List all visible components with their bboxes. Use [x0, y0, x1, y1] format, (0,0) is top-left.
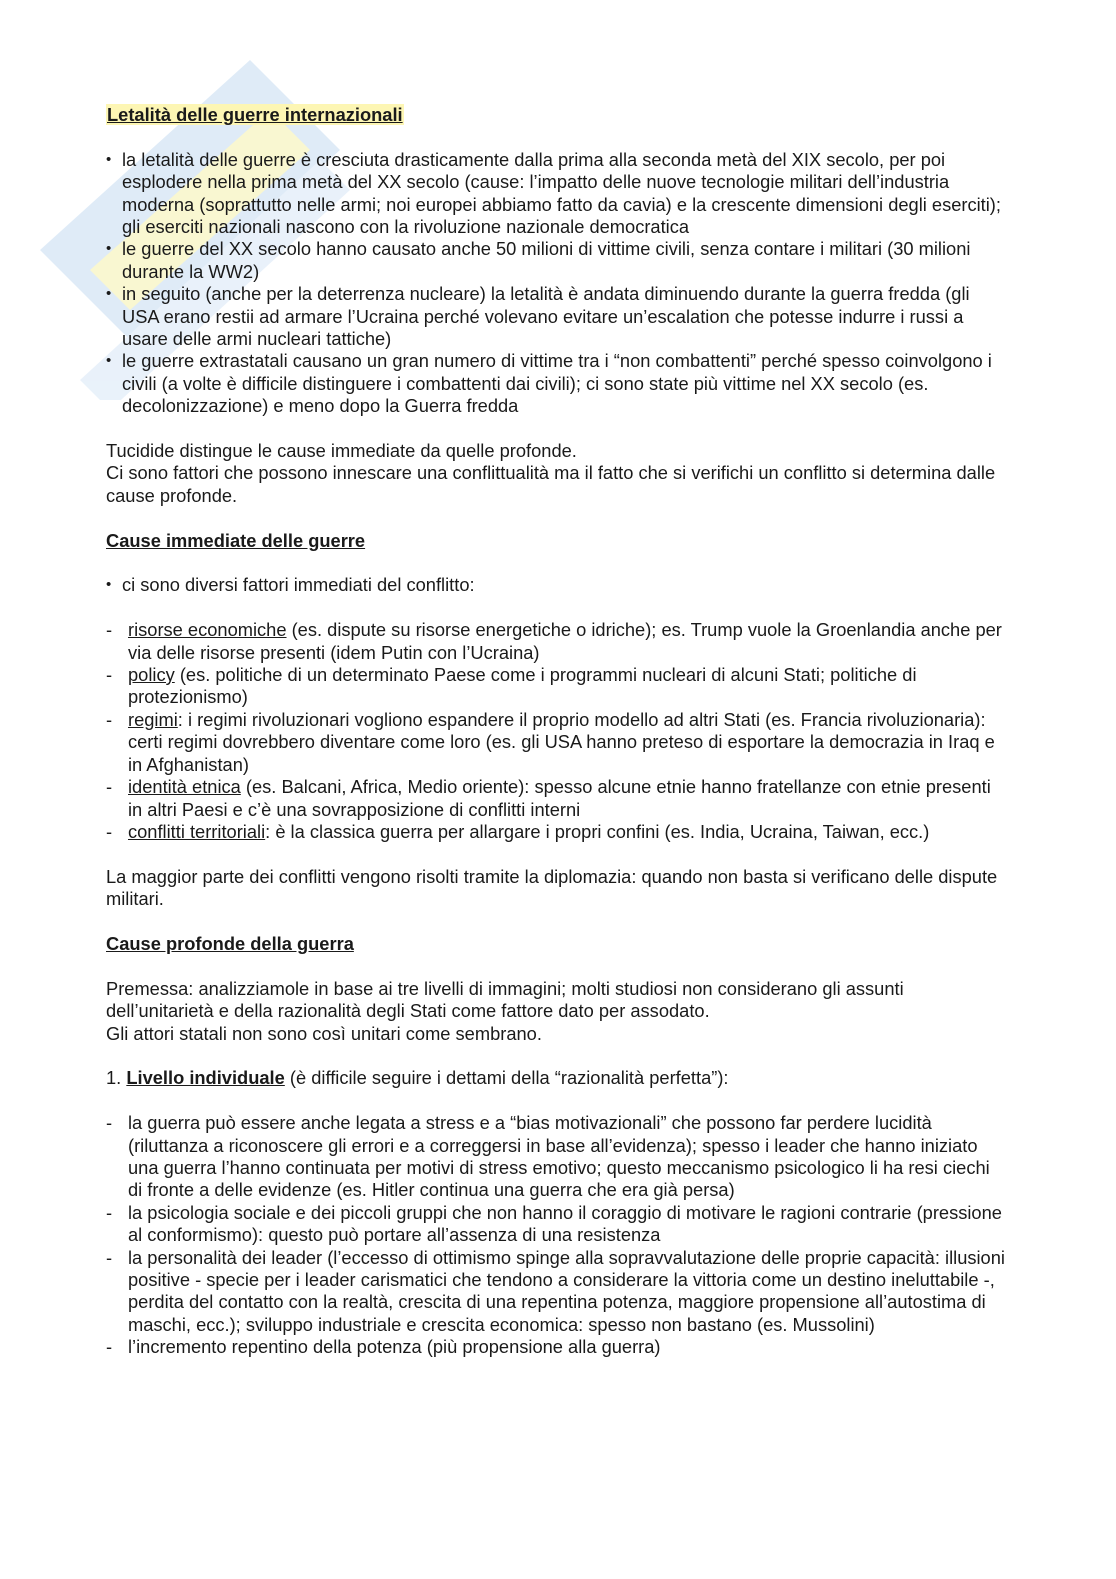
letalita-bullet-list [106, 149, 1006, 418]
cause-immediate-list [106, 619, 1006, 843]
term: regimi [128, 708, 178, 730]
list-item: • le guerre del XX secolo hanno causato anche 50 milioni di vittime civili, senza contare i militari (30 milioni durante la WW2) [106, 238, 1006, 283]
list-item: • in seguito (anche per la deterrenza nucleare) la letalità è andata diminuendo durante la guerra fredda (gli USA erano restii ad armare l’Ucraina perché volevano evitare un’escalation che potesse indurre i russi a usare delle armi nucleari tattiche) [106, 283, 1006, 350]
livello-individuale-list [106, 1112, 1006, 1358]
list-item: • la letalità delle guerre è cresciuta drasticamente dalla prima alla seconda metà del XIX secolo, per poi esplodere nella prima metà del XX secolo (cause: l’impatto delle nuove tecnologie militari dell’industria moderna (soprattutto nelle armi; noi europei abbiamo fatto da cavia) e la crescente dimensioni degli eserciti); gli eserciti nazionali nascono con la rivoluzione nazionale democratica [106, 149, 1006, 239]
list-item: - la personalità dei leader (l’eccesso di ottimismo spinge alla sopravvalutazione delle proprie capacità: illusioni positive - specie per i leader carismatici che tendono a considerare la vittoria come un destino ineluttabile -, perdita del contatto con la realtà, crescita di una repentina potenza, maggiore propensione all’autostima di maschi, ecc.); sviluppo industriale e crescita economica: spesso non bastano (es. Mussolini) [106, 1247, 1006, 1337]
list-item [106, 776, 1006, 821]
term-description: (es. politiche di un determinato Paese come i programmi nucleari di alcuni Stati; politiche di protezionismo) [128, 664, 917, 708]
level-title: Livello individuale [126, 1067, 285, 1089]
level-number: 1. [106, 1067, 127, 1089]
term: policy [128, 664, 175, 686]
term-description: : i regimi rivoluzionari vogliono espandere il proprio modello ad altri Stati (es. Francia rivoluzionaria): certi regimi dovrebbero diventare come loro (es. gli USA hanno preteso di esportare la democrazia in Iraq e in Afghanistan) [128, 708, 995, 775]
section-title-cause-immediate: Cause immediate delle guerre [106, 529, 366, 551]
cause-immediate-intro-list [106, 574, 1006, 596]
term: risorse economiche [128, 619, 287, 641]
term: identità etnica [128, 776, 241, 798]
list-item [106, 709, 1006, 776]
section-title-text: Letalità delle guerre internazionali [107, 104, 403, 125]
section-title-cause-profonde: Cause profonde della guerra [106, 932, 354, 954]
paragraph: Premessa: analizziamole in base ai tre livelli di immagini; molti studiosi non considerano gli assunti dell’unitarietà e della razionalità degli Stati come fattore dato per assodato. [106, 977, 904, 1022]
paragraph: Tucidide distingue le cause immediate da quelle profonde. [106, 440, 577, 462]
paragraph: Gli attori statali non sono così unitari come sembrano. [106, 1022, 542, 1044]
level-description: (è difficile seguire i dettami della “razionalità perfetta”): [284, 1067, 729, 1089]
term: conflitti territoriali [128, 820, 266, 842]
level-heading [106, 1067, 1006, 1089]
list-item [106, 821, 1006, 843]
document-page [106, 104, 1006, 1359]
term-description: : è la classica guerra per allargare i propri confini (es. India, Ucraina, Taiwan, ecc.) [265, 820, 930, 842]
term-description: (es. dispute su risorse energetiche o idriche); es. Trump vuole la Groenlandia anche per via delle risorse presenti (idem Putin con l’Ucraina) [128, 619, 1002, 663]
list-item: - la psicologia sociale e dei piccoli gruppi che non hanno il coraggio di motivare le ragioni contrarie (pressione al conformismo): questo può portare all’assenza di una resistenza [106, 1202, 1006, 1247]
paragraph: La maggior parte dei conflitti vengono risolti tramite la diplomazia: quando non basta si verificano delle dispute militari. [106, 865, 998, 910]
term-description: (es. Balcani, Africa, Medio oriente): spesso alcune etnie hanno fratellanze con etnie presenti in altri Paesi e c’è una sovrapposizione di conflitti interni [128, 776, 991, 820]
section-title-letalita [106, 104, 1006, 126]
list-item: • le guerre extrastatali causano un gran numero di vittime tra i “non combattenti” perché spesso coinvolgono i civili (a volte è difficile distinguere i combattenti dai civili); ci sono state più vittime nel XX secolo (es. decolonizzazione) e meno dopo la Guerra fredda [106, 350, 1006, 417]
list-item [106, 619, 1006, 664]
list-item: - l’incremento repentino della potenza (più propensione alla guerra) [106, 1336, 1006, 1358]
list-item [106, 664, 1006, 709]
list-item: - la guerra può essere anche legata a stress e a “bias motivazionali” che possono far perdere lucidità (riluttanza a riconoscere gli errori e a correggersi in base all’evidenza); spesso i leader che hanno iniziato una guerra l’hanno continuata per motivi di stress emotivo; questo meccanismo psicologico li ha resi ciechi di fronte a delle evidenze (es. Hitler continua una guerra che era già persa) [106, 1112, 1006, 1202]
list-item: • ci sono diversi fattori immediati del conflitto: [106, 574, 1006, 596]
paragraph: Ci sono fattori che possono innescare una conflittualità ma il fatto che si verifichi un conflitto si determina dalle cause profonde. [106, 462, 996, 506]
